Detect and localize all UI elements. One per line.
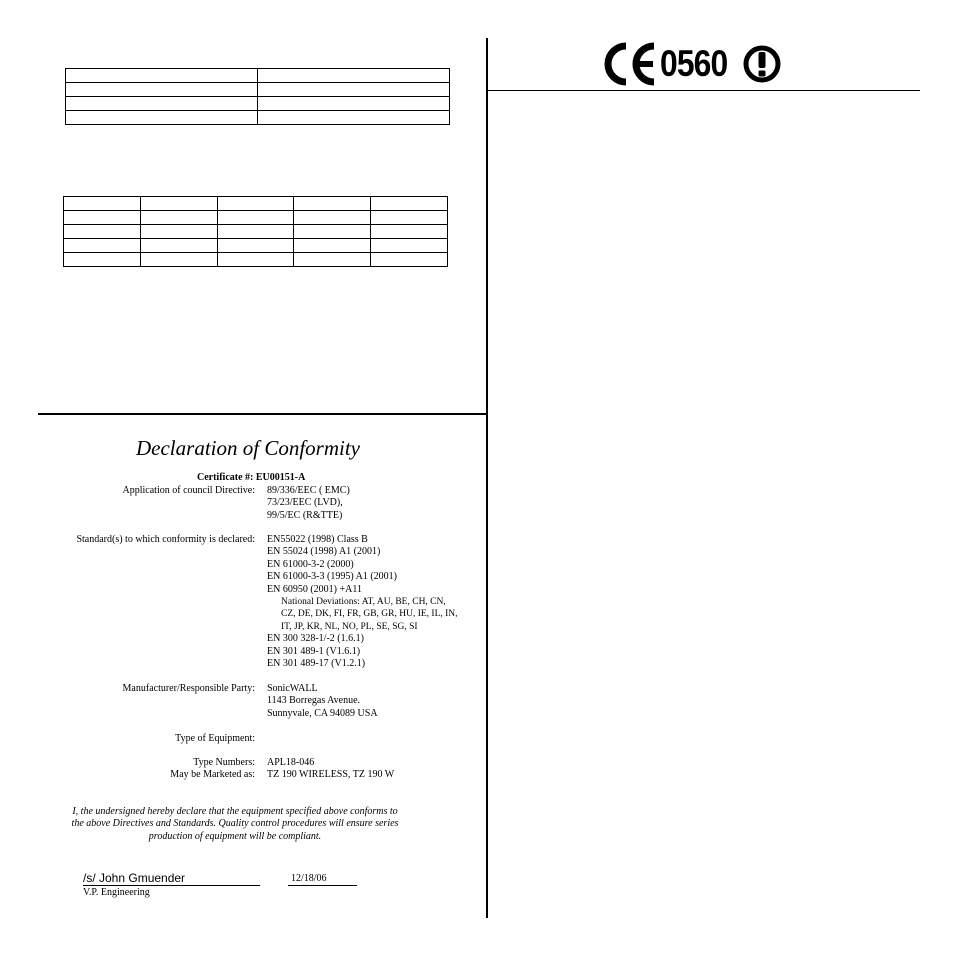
table-cell <box>258 83 450 97</box>
directive-list <box>267 485 350 522</box>
table-cell <box>140 239 217 253</box>
date-line <box>288 885 357 886</box>
type-numbers-value: APL18-046 <box>267 757 315 768</box>
table-cell <box>258 111 450 125</box>
standard-item: EN 55024 (1998) A1 (2001) <box>267 546 381 558</box>
empty-table-two-column <box>65 68 450 125</box>
table-cell <box>140 211 217 225</box>
standard-item: EN 60950 (2001) +A11 <box>267 583 362 595</box>
table-cell <box>258 69 450 83</box>
table-row <box>64 211 448 225</box>
standard-item: EN 301 489-1 (V1.6.1) <box>267 645 361 657</box>
table-cell <box>294 225 371 239</box>
conformity-statement: I, the undersigned hereby declare that the equipment specified above conforms to the above Directives and Standards. Quality control procedures will ensure series production of equipment will be compliant. <box>71 806 399 842</box>
table-cell <box>294 197 371 211</box>
table-cell <box>371 239 448 253</box>
table-cell <box>294 253 371 267</box>
notified-body-number: 0560 <box>660 43 728 84</box>
table-cell <box>66 83 258 97</box>
table-cell <box>140 197 217 211</box>
table-cell <box>371 253 448 267</box>
national-deviations-line: CZ, DE, DK, FI, FR, GB, GR, HU, IE, IL, IN, <box>281 609 458 620</box>
manufacturer-label: Manufacturer/Responsible Party: <box>122 683 255 694</box>
manufacturer-line: 1143 Borregas Avenue. <box>267 695 361 707</box>
type-numbers-label: Type Numbers: <box>193 757 255 768</box>
table-cell <box>371 197 448 211</box>
directive-item: 73/23/EEC (LVD), <box>267 497 343 509</box>
standard-item: EN 301 489-17 (V1.2.1) <box>267 658 366 670</box>
standard-item: EN55022 (1998) Class B <box>267 534 368 545</box>
left-section-divider <box>38 413 486 415</box>
signer-title: V.P. Engineering <box>83 887 150 898</box>
directive-item: 89/336/EEC ( EMC) <box>267 485 350 496</box>
table-cell <box>217 211 294 225</box>
table-cell <box>294 211 371 225</box>
standard-item: EN 61000-3-3 (1995) A1 (2001) <box>267 571 397 583</box>
table-cell <box>371 211 448 225</box>
equipment-type-label: Type of Equipment: <box>175 733 255 744</box>
table-cell <box>66 97 258 111</box>
certificate-number: Certificate #: EU00151-A <box>197 472 306 483</box>
signature-line <box>83 885 260 886</box>
table-cell <box>66 111 258 125</box>
table-cell <box>64 197 141 211</box>
table-row <box>66 97 450 111</box>
standard-item: EN 61000-3-2 (2000) <box>267 558 354 570</box>
ce-logo-icon <box>602 42 658 86</box>
table-row <box>64 239 448 253</box>
declaration-title: Declaration of Conformity <box>136 436 360 460</box>
signature-date: 12/18/06 <box>291 873 327 884</box>
table-cell <box>64 253 141 267</box>
manufacturer-line: Sunnyvale, CA 94089 USA <box>267 707 378 719</box>
national-deviations-line: National Deviations: AT, AU, BE, CH, CN, <box>281 597 446 608</box>
directive-label: Application of council Directive: <box>122 485 255 496</box>
directive-item: 99/5/EC (R&TTE) <box>267 509 343 521</box>
table-row <box>64 197 448 211</box>
table-row <box>64 253 448 267</box>
empty-table-five-column <box>63 196 448 267</box>
table-cell <box>258 97 450 111</box>
standard-item: EN 300 328-1/-2 (1.6.1) <box>267 633 364 645</box>
table-cell <box>217 225 294 239</box>
table-row <box>66 111 450 125</box>
table-row <box>66 69 450 83</box>
table-cell <box>217 197 294 211</box>
table-cell <box>64 225 141 239</box>
table-cell <box>64 239 141 253</box>
table-cell <box>217 239 294 253</box>
table-row <box>66 83 450 97</box>
table-row <box>64 225 448 239</box>
table-cell <box>64 211 141 225</box>
table-cell <box>371 225 448 239</box>
standards-list <box>267 534 458 670</box>
manufacturer-line: SonicWALL <box>267 683 318 694</box>
vertical-divider <box>486 38 488 918</box>
table-cell <box>66 69 258 83</box>
table-cell <box>140 253 217 267</box>
table-cell <box>140 225 217 239</box>
signature: /s/ John Gmuender <box>83 871 186 885</box>
table-cell <box>294 239 371 253</box>
manufacturer-block <box>267 683 378 720</box>
marketed-as-label: May be Marketed as: <box>170 769 255 780</box>
exclamation-circle-icon <box>742 44 782 84</box>
national-deviations-line: IT, JP, KR, NL, NO, PL, SE, SG, SI <box>281 621 418 632</box>
table-cell <box>217 253 294 267</box>
ce-marking <box>602 38 782 90</box>
standards-label: Standard(s) to which conformity is declared: <box>76 534 255 545</box>
marketed-as-value: TZ 190 WIRELESS, TZ 190 W <box>267 769 395 780</box>
right-header-divider <box>488 90 920 91</box>
